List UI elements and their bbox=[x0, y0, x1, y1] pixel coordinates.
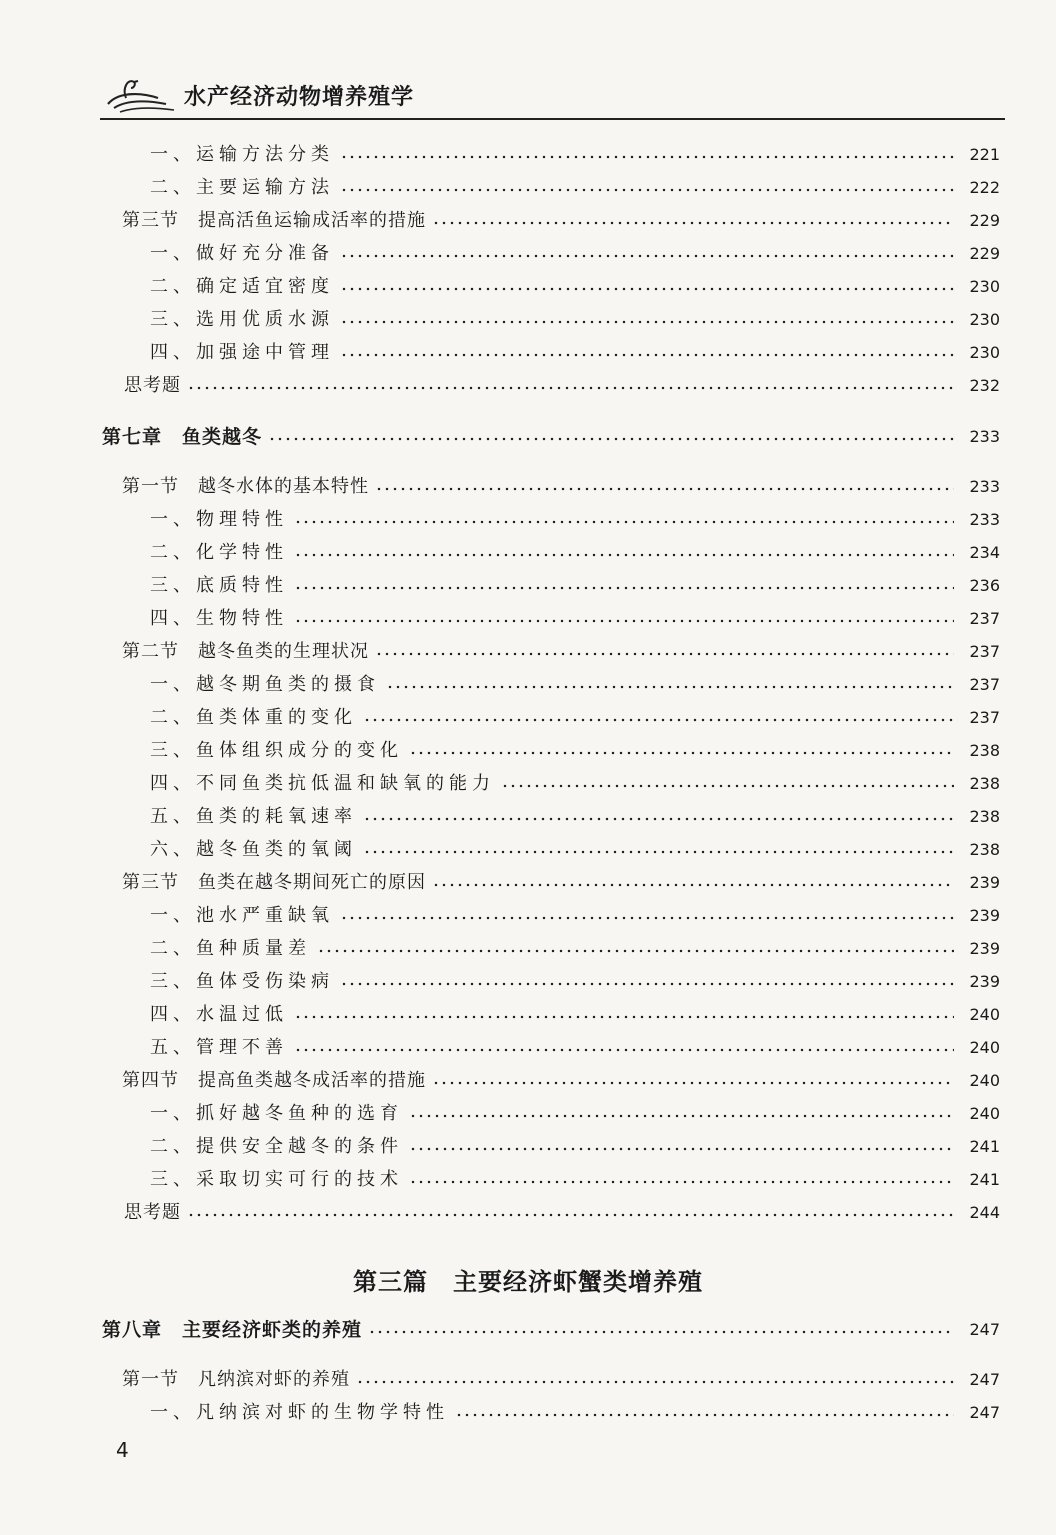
dot-leader bbox=[409, 1147, 954, 1151]
toc-entry-title: 第八章 主要经济虾类的养殖 bbox=[102, 1319, 363, 1341]
toc-item-row bbox=[150, 1101, 1000, 1127]
dot-leader bbox=[294, 1015, 954, 1019]
toc-entry-title: 三、底质特性 bbox=[150, 575, 288, 596]
dot-leader bbox=[368, 1330, 954, 1334]
toc-page-number: 236 bbox=[969, 576, 1000, 595]
toc-item-row bbox=[150, 274, 1000, 300]
toc-entry-title: 第三节 提高活鱼运输成活率的措施 bbox=[122, 210, 426, 231]
toc-item-row bbox=[150, 738, 1000, 764]
dot-leader bbox=[294, 1048, 954, 1052]
toc-entry-title: 一、池水严重缺氧 bbox=[150, 905, 334, 926]
toc-entry-title: 第二节 越冬鱼类的生理状况 bbox=[122, 641, 369, 662]
toc-item-row bbox=[150, 903, 1000, 929]
toc-item-row bbox=[150, 1400, 1000, 1426]
dot-leader bbox=[340, 155, 954, 159]
toc-entry-title: 六、越冬鱼类的氧阈 bbox=[150, 839, 357, 860]
dot-leader bbox=[340, 287, 954, 291]
toc-item-row bbox=[150, 771, 1000, 797]
toc-entry-title: 三、采取切实可行的技术 bbox=[150, 1169, 403, 1190]
toc-page-number: 238 bbox=[969, 774, 1000, 793]
toc-entry-title: 四、加强途中管理 bbox=[150, 342, 334, 363]
toc-page-number: 238 bbox=[969, 807, 1000, 826]
toc-page-number: 238 bbox=[969, 840, 1000, 859]
toc-item-row bbox=[150, 507, 1000, 533]
dot-leader bbox=[317, 949, 954, 953]
toc-entry-title: 一、抓好越冬鱼种的选育 bbox=[150, 1103, 403, 1124]
dot-leader bbox=[340, 320, 954, 324]
toc-entry-title: 第四节 提高鱼类越冬成活率的措施 bbox=[122, 1070, 426, 1091]
dot-leader bbox=[432, 221, 954, 225]
toc-page-number: 241 bbox=[969, 1137, 1000, 1156]
toc-section-row bbox=[122, 1068, 1000, 1094]
toc-page-number: 239 bbox=[969, 906, 1000, 925]
dot-leader bbox=[363, 718, 954, 722]
toc-item-row bbox=[150, 307, 1000, 333]
toc-section-row bbox=[122, 870, 1000, 896]
toc-page-number: 234 bbox=[969, 543, 1000, 562]
toc-page-number: 238 bbox=[969, 741, 1000, 760]
dot-leader bbox=[294, 586, 954, 590]
toc-entry-title: 五、管理不善 bbox=[150, 1037, 288, 1058]
toc-entry-title: 二、提供安全越冬的条件 bbox=[150, 1136, 403, 1157]
dot-leader bbox=[386, 685, 954, 689]
toc-item-row bbox=[150, 1134, 1000, 1160]
dot-leader bbox=[409, 1114, 954, 1118]
dot-leader bbox=[340, 982, 954, 986]
toc-item-row bbox=[150, 1167, 1000, 1193]
toc-entry-title: 三、选用优质水源 bbox=[150, 309, 334, 330]
toc-page-number: 247 bbox=[969, 1370, 1000, 1389]
toc-page-number: 230 bbox=[969, 343, 1000, 362]
toc-page-number: 240 bbox=[969, 1104, 1000, 1123]
toc-page-number: 233 bbox=[969, 510, 1000, 529]
dot-leader bbox=[432, 883, 954, 887]
toc-item-row bbox=[150, 606, 1000, 632]
toc-section-row bbox=[124, 373, 1000, 399]
toc-page-number: 233 bbox=[969, 427, 1000, 446]
dot-leader bbox=[340, 254, 954, 258]
toc-entry-title: 第三节 鱼类在越冬期间死亡的原因 bbox=[122, 872, 426, 893]
toc-page-number: 244 bbox=[969, 1203, 1000, 1222]
dot-leader bbox=[501, 784, 954, 788]
toc-page-number: 229 bbox=[969, 244, 1000, 263]
toc-entry-title: 思考题 bbox=[124, 1202, 181, 1223]
book-title: 水产经济动物增养殖学 bbox=[184, 85, 415, 110]
toc-entry-title: 二、鱼种质量差 bbox=[150, 938, 311, 959]
dot-leader bbox=[455, 1413, 954, 1417]
dot-leader bbox=[187, 386, 954, 390]
toc-page-number: 221 bbox=[969, 145, 1000, 164]
dot-leader bbox=[375, 652, 954, 656]
toc-entry-title: 五、鱼类的耗氧速率 bbox=[150, 806, 357, 827]
dot-leader bbox=[294, 619, 954, 623]
toc-page-number: 222 bbox=[969, 178, 1000, 197]
toc-entry-title: 一、凡纳滨对虾的生物学特性 bbox=[150, 1402, 449, 1423]
dot-leader bbox=[363, 817, 954, 821]
toc-section-row bbox=[124, 1200, 1000, 1226]
dot-leader bbox=[268, 437, 954, 441]
toc-page-number: 237 bbox=[969, 609, 1000, 628]
toc-chapter-row bbox=[102, 424, 1000, 450]
toc-page-number: 241 bbox=[969, 1170, 1000, 1189]
toc-page-number: 233 bbox=[969, 477, 1000, 496]
toc-item-row bbox=[150, 672, 1000, 698]
toc-page-number: 247 bbox=[969, 1403, 1000, 1422]
toc-section-row bbox=[122, 474, 1000, 500]
toc-section-row bbox=[122, 1367, 1000, 1393]
toc-item-row bbox=[150, 573, 1000, 599]
dot-leader bbox=[432, 1081, 954, 1085]
toc-page-number: 239 bbox=[969, 939, 1000, 958]
toc-entry-title: 二、主要运输方法 bbox=[150, 177, 334, 198]
toc-section-row bbox=[122, 208, 1000, 234]
toc-item-row bbox=[150, 804, 1000, 830]
toc-entry-title: 四、不同鱼类抗低温和缺氧的能力 bbox=[150, 773, 495, 794]
dot-leader bbox=[340, 353, 954, 357]
toc-entry-title: 第七章 鱼类越冬 bbox=[102, 426, 263, 448]
toc-item-row bbox=[150, 837, 1000, 863]
toc-entry-title: 三、鱼体组织成分的变化 bbox=[150, 740, 403, 761]
toc-entry-title: 四、水温过低 bbox=[150, 1004, 288, 1025]
toc-item-row bbox=[150, 1035, 1000, 1061]
toc-entry-title: 四、生物特性 bbox=[150, 608, 288, 629]
toc-item-row bbox=[150, 241, 1000, 267]
toc-entry-title: 三、鱼体受伤染病 bbox=[150, 971, 334, 992]
dot-leader bbox=[340, 188, 954, 192]
dot-leader bbox=[409, 751, 954, 755]
toc-entry-title: 第一节 越冬水体的基本特性 bbox=[122, 476, 369, 497]
toc-entry-title: 一、运输方法分类 bbox=[150, 144, 334, 165]
dot-leader bbox=[340, 916, 954, 920]
page-number: 4 bbox=[116, 1438, 129, 1462]
toc-page-number: 232 bbox=[969, 376, 1000, 395]
toc-page-number: 247 bbox=[969, 1320, 1000, 1339]
toc-item-row bbox=[150, 705, 1000, 731]
toc-entry-title: 一、越冬期鱼类的摄食 bbox=[150, 674, 380, 695]
dot-leader bbox=[363, 850, 954, 854]
toc-item-row bbox=[150, 175, 1000, 201]
part-title: 第三篇 主要经济虾蟹类增养殖 bbox=[353, 1267, 703, 1296]
toc-entry-title: 二、确定适宜密度 bbox=[150, 276, 334, 297]
toc-entry-title: 第一节 凡纳滨对虾的养殖 bbox=[122, 1369, 350, 1390]
toc-section-row bbox=[122, 639, 1000, 665]
toc-page-number: 230 bbox=[969, 277, 1000, 296]
toc-page-number: 239 bbox=[969, 972, 1000, 991]
toc-entry-title: 一、做好充分准备 bbox=[150, 243, 334, 264]
toc-item-row bbox=[150, 936, 1000, 962]
toc-chapter-row bbox=[102, 1317, 1000, 1343]
dot-leader bbox=[375, 487, 954, 491]
toc-item-row bbox=[150, 142, 1000, 168]
dot-leader bbox=[356, 1380, 954, 1384]
toc-entry-title: 二、化学特性 bbox=[150, 542, 288, 563]
toc-item-row bbox=[150, 540, 1000, 566]
toc-entry-title: 一、物理特性 bbox=[150, 509, 288, 530]
toc-page-number: 229 bbox=[969, 211, 1000, 230]
dot-leader bbox=[409, 1180, 954, 1184]
toc-item-row bbox=[150, 1002, 1000, 1028]
toc-page-number: 230 bbox=[969, 310, 1000, 329]
dot-leader bbox=[294, 520, 954, 524]
toc-page-number: 239 bbox=[969, 873, 1000, 892]
toc-entry-title: 思考题 bbox=[124, 375, 181, 396]
toc-item-row bbox=[150, 969, 1000, 995]
toc-page-number: 237 bbox=[969, 642, 1000, 661]
dot-leader bbox=[294, 553, 954, 557]
toc-page-number: 237 bbox=[969, 675, 1000, 694]
toc-page-number: 237 bbox=[969, 708, 1000, 727]
toc-page-number: 240 bbox=[969, 1071, 1000, 1090]
toc-entry-title: 二、鱼类体重的变化 bbox=[150, 707, 357, 728]
toc-item-row bbox=[150, 340, 1000, 366]
toc-page-number: 240 bbox=[969, 1005, 1000, 1024]
dot-leader bbox=[187, 1213, 954, 1217]
toc-page-number: 240 bbox=[969, 1038, 1000, 1057]
